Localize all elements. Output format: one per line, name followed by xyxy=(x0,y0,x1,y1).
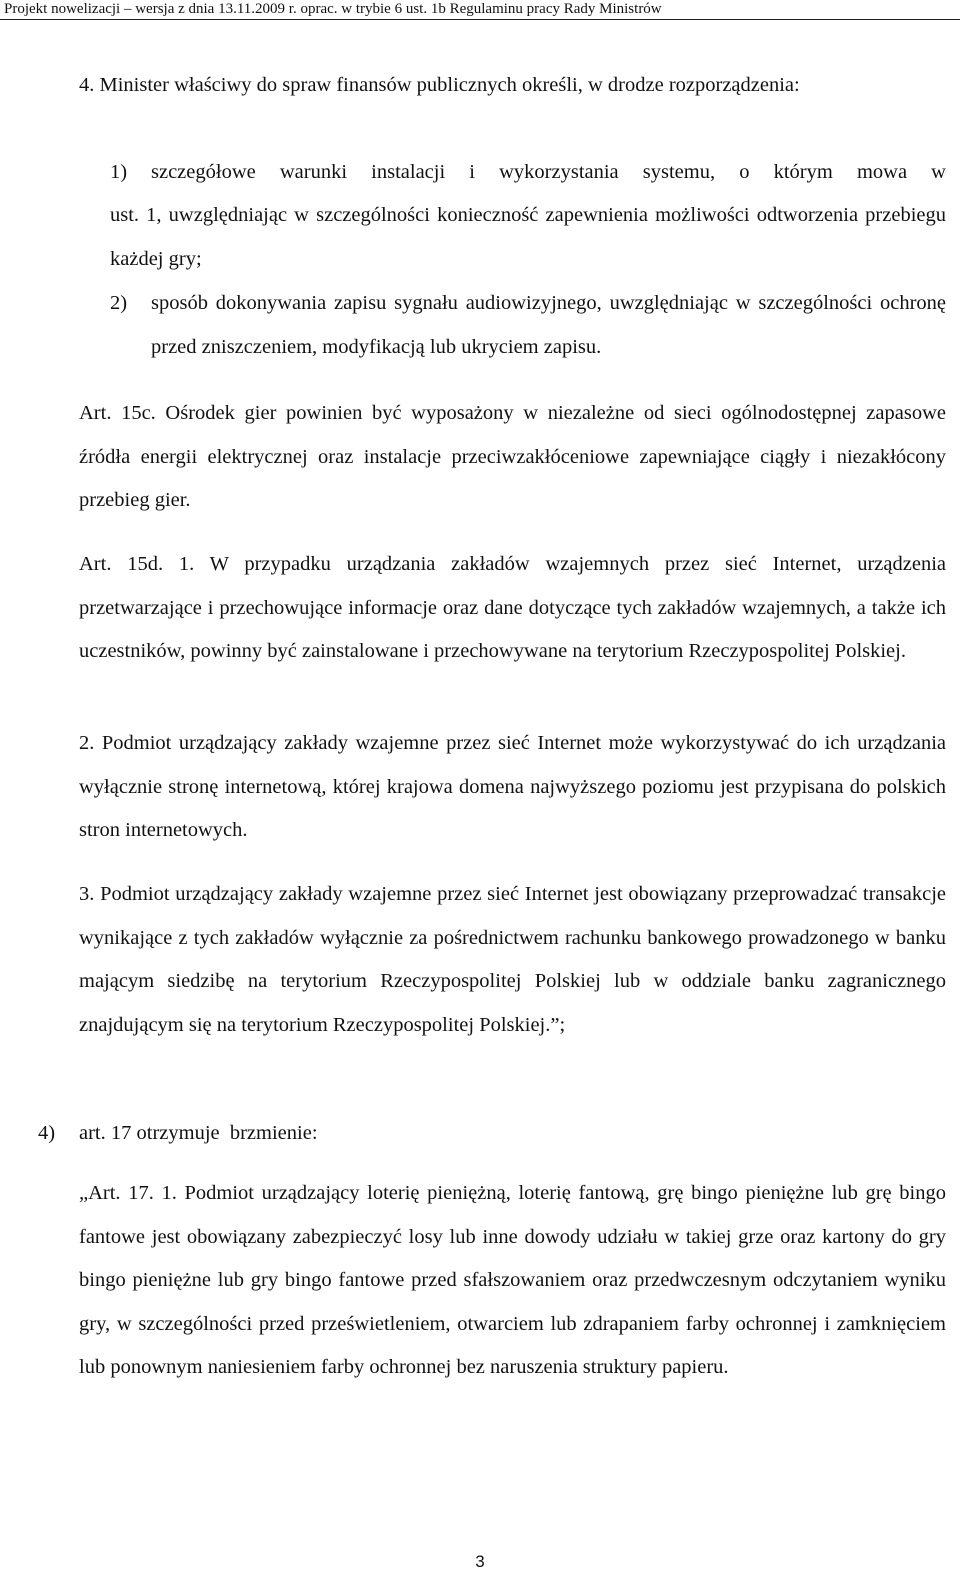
list-item-number: 1) xyxy=(110,161,128,183)
article-15c: Art. 15c. Ośrodek gier powinien być wyposażony w niezależne od sieci ogólnodostępnej zapasowe źródła energii elektrycznej oraz instalacje przeciwzakłóceniowe zapewniające ciągły i niezakłócony przebieg gier. xyxy=(79,402,946,511)
list-item-1-continuation xyxy=(110,194,946,281)
list-item-2 xyxy=(110,282,946,369)
page-number: 3 xyxy=(475,1552,485,1571)
list-item-number: 2) xyxy=(110,292,128,314)
list-item-text: szczegółowe warunki instalacji i wykorzystania systemu, o którym mowa w xyxy=(151,161,946,183)
point-text: art. 17 otrzymuje brzmienie: xyxy=(79,1122,318,1144)
article-17: „Art. 17. 1. Podmiot urządzający loterię pieniężną, loterię fantową, grę bingo pieniężne lub grę bingo fantowe jest obowiązany zabezpieczyć losy lub inne dowody udziału w takiej grze oraz kartony do gry bingo pieniężne lub gry bingo fantowe przed sfałszowaniem oraz przedwczesnym odczytaniem wyniku gry, w szczególności przed prześwietleniem, otwarciem lub zdrapaniem farby ochronnej i zamknięciem lub ponownym naniesieniem farby ochronnej bez naruszenia struktury papieru. xyxy=(79,1182,946,1378)
section-4-intro: 4. Minister właściwy do spraw finansów publicznych określi, w drodze rozporządzenia: xyxy=(79,74,800,96)
list-item-1-cont-text: ust. 1, uwzględniając w szczególności konieczność zapewnienia możliwości odtworzenia przebiegu każdej gry; xyxy=(110,204,946,270)
point-number: 4) xyxy=(38,1122,56,1144)
header-rule xyxy=(0,19,960,20)
document-header: Projekt nowelizacji – wersja z dnia 13.11.2009 r. oprac. w trybie 6 ust. 1b Regulaminu pracy Rady Ministrów xyxy=(4,1,662,17)
article-15d-paragraph-2: 2. Podmiot urządzający zakłady wzajemne przez sieć Internet może wykorzystywać do ich urządzania wyłącznie stronę internetową, której krajowa domena najwyższego poziomu jest przypisana do polskich stron internetowych. xyxy=(79,732,946,841)
article-15d-paragraph-1: Art. 15d. 1. W przypadku urządzania zakładów wzajemnych przez sieć Internet, urządzenia przetwarzające i przechowujące informacje oraz dane dotyczące tych zakładów wzajemnych, a także ich uczestników, powinny być zainstalowane i przechowywane na terytorium Rzeczypospolitej Polskiej. xyxy=(79,553,946,662)
list-item-1 xyxy=(110,151,946,195)
list-item-text: sposób dokonywania zapisu sygnału audiowizyjnego, uwzględniając w szczególności ochronę przed zniszczeniem, modyfikacją lub ukryciem zapisu. xyxy=(151,292,946,358)
article-15d-paragraph-3: 3. Podmiot urządzający zakłady wzajemne przez sieć Internet jest obowiązany przeprowadzać transakcje wynikające z tych zakładów wyłącznie za pośrednictwem rachunku bankowego prowadzonego w banku mającym siedzibę na terytorium Rzeczypospolitej Polskiej lub w oddziale banku zagranicznego znajdującym się na terytorium Rzeczypospolitej Polskiej.”; xyxy=(79,883,946,1036)
